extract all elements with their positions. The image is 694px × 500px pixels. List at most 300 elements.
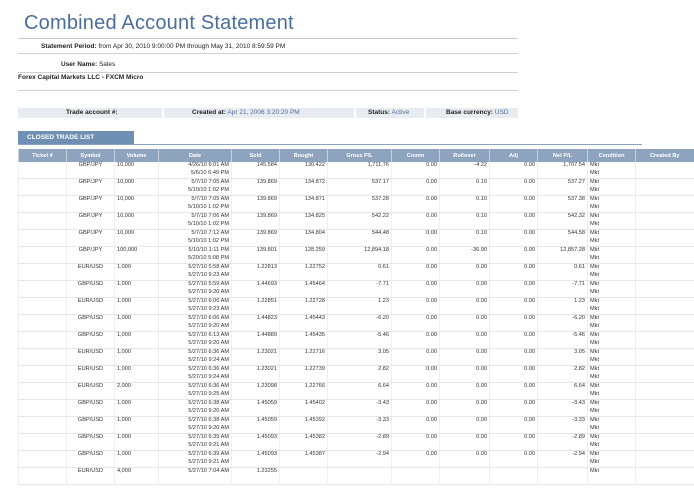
bought-cell: 130.422 — [280, 162, 328, 179]
table-row[interactable] — [19, 434, 694, 451]
close-date: 5/27/10 9:23 AM — [188, 271, 229, 278]
comm-cell: 0.00 — [392, 196, 440, 213]
ticket-cell — [19, 383, 67, 400]
open-date: 5/7/10 7:05 AM — [191, 196, 229, 202]
ticket-cell — [19, 213, 67, 230]
date-cell — [159, 451, 232, 468]
trade-account-cell — [18, 108, 162, 118]
rollover-cell: 0.00 — [440, 383, 490, 400]
condition-cell — [588, 196, 636, 213]
date-cell — [159, 434, 232, 451]
close-date: 5/27/10 9:24 AM — [188, 356, 229, 363]
statement-period — [41, 43, 285, 50]
close-date: 5/10/10 1:02 PM — [187, 203, 229, 210]
bought-cell: 1.22766 — [280, 383, 328, 400]
condition-cell — [588, 213, 636, 230]
sold-cell: 1.23098 — [232, 383, 280, 400]
ticket-cell — [19, 366, 67, 383]
ticket-cell — [19, 162, 67, 179]
table-header-row — [19, 149, 694, 162]
close-condition: Mkt — [590, 339, 600, 346]
sold-cell: 139.801 — [232, 247, 280, 264]
ticket-cell — [19, 196, 67, 213]
rollover-cell: 0.00 — [440, 451, 490, 468]
gross-pl-cell: -2.94 — [328, 451, 392, 468]
net-pl-cell — [538, 468, 588, 485]
date-cell — [159, 468, 232, 485]
table-row[interactable] — [19, 264, 694, 281]
open-condition: Mkt — [590, 315, 600, 321]
company-divider — [18, 90, 518, 91]
comm-cell: 0.00 — [392, 332, 440, 349]
symbol-cell: GBP/JPY — [67, 162, 115, 179]
close-condition: Mkt — [590, 441, 600, 448]
gross-pl-cell: 3.05 — [328, 349, 392, 366]
bought-cell: 1.22728 — [280, 298, 328, 315]
created-by-cell — [636, 196, 694, 213]
gross-pl-cell: 1.23 — [328, 298, 392, 315]
rollover-cell: 0.00 — [440, 332, 490, 349]
symbol-cell: GBP/JPY — [67, 247, 115, 264]
user-name — [61, 61, 115, 68]
symbol-cell: GBP/USD — [67, 315, 115, 332]
table-row[interactable] — [19, 196, 694, 213]
close-date: 5/27/10 9:23 AM — [188, 305, 229, 312]
sold-cell: 139.869 — [232, 179, 280, 196]
table-row[interactable] — [19, 332, 694, 349]
volume-cell: 10,000 — [115, 213, 159, 230]
condition-cell — [588, 247, 636, 264]
column-header-created-by: Created By — [636, 149, 694, 162]
symbol-cell: GBP/JPY — [67, 179, 115, 196]
volume-cell: 1,000 — [115, 451, 159, 468]
column-header-adj: Adj — [490, 149, 538, 162]
adj-cell: 0.00 — [490, 196, 538, 213]
table-row[interactable] — [19, 468, 694, 485]
net-pl-cell: 12,857.28 — [538, 247, 588, 264]
column-header-volume: Volume — [115, 149, 159, 162]
bought-cell: 1.45435 — [280, 332, 328, 349]
volume-cell: 1,000 — [115, 434, 159, 451]
sold-cell: 1.22813 — [232, 264, 280, 281]
comm-cell — [392, 468, 440, 485]
close-condition: Mkt — [590, 356, 600, 363]
bought-cell: 1.22739 — [280, 366, 328, 383]
adj-cell: 0.00 — [490, 417, 538, 434]
gross-pl-cell: -5.46 — [328, 332, 392, 349]
volume-cell: 10,000 — [115, 230, 159, 247]
volume-cell: 100,000 — [115, 247, 159, 264]
symbol-cell: EUR/USD — [67, 264, 115, 281]
volume-cell: 1,000 — [115, 281, 159, 298]
sold-cell: 139.869 — [232, 213, 280, 230]
net-pl-cell: 2.82 — [538, 366, 588, 383]
comm-cell: 0.00 — [392, 349, 440, 366]
comm-cell: 0.00 — [392, 247, 440, 264]
condition-cell — [588, 417, 636, 434]
comm-cell: 0.00 — [392, 383, 440, 400]
ticket-cell — [19, 400, 67, 417]
sold-cell: 1.44889 — [232, 332, 280, 349]
table-row[interactable] — [19, 315, 694, 332]
period-divider — [18, 53, 518, 54]
comm-cell: 0.00 — [392, 366, 440, 383]
bought-cell: 1.45402 — [280, 400, 328, 417]
close-condition: Mkt — [590, 458, 600, 465]
net-pl-cell: -6.20 — [538, 315, 588, 332]
close-condition: Mkt — [590, 169, 600, 176]
close-date: 5/27/10 9:21 AM — [188, 458, 229, 465]
ticket-cell — [19, 349, 67, 366]
ticket-cell — [19, 281, 67, 298]
open-date: 5/27/10 5:59 AM — [188, 281, 229, 287]
open-condition: Mkt — [590, 400, 600, 406]
close-date: 5/27/10 9:20 AM — [188, 288, 229, 295]
column-header-sold: Sold — [232, 149, 280, 162]
symbol-cell: GBP/USD — [67, 451, 115, 468]
trade-account-label: Trade account #: — [66, 109, 118, 116]
symbol-cell: EUR/USD — [67, 349, 115, 366]
gross-pl-cell: 6.64 — [328, 383, 392, 400]
rollover-cell: 0.10 — [440, 179, 490, 196]
close-condition: Mkt — [590, 373, 600, 380]
open-date: 5/27/10 6:38 AM — [188, 417, 229, 423]
comm-cell: 0.00 — [392, 298, 440, 315]
condition-cell — [588, 281, 636, 298]
volume-cell: 4,000 — [115, 468, 159, 485]
condition-cell — [588, 162, 636, 179]
open-condition: Mkt — [590, 468, 600, 474]
open-condition: Mkt — [590, 366, 600, 372]
adj-cell: 0.00 — [490, 281, 538, 298]
net-pl-cell: 0.61 — [538, 264, 588, 281]
open-date: 5/27/10 7:04 AM — [188, 468, 229, 474]
gross-pl-cell: -7.71 — [328, 281, 392, 298]
created-by-cell — [636, 213, 694, 230]
adj-cell: 0.00 — [490, 383, 538, 400]
rollover-cell: 0.00 — [440, 366, 490, 383]
currency-value: USD — [494, 109, 509, 116]
table-row[interactable] — [19, 298, 694, 315]
ticket-cell — [19, 417, 67, 434]
sold-cell: 145.584 — [232, 162, 280, 179]
open-date: 5/27/10 6:38 AM — [188, 400, 229, 406]
created-by-cell — [636, 434, 694, 451]
condition-cell — [588, 451, 636, 468]
condition-cell — [588, 332, 636, 349]
currency-cell — [426, 108, 518, 118]
date-cell — [159, 417, 232, 434]
date-cell — [159, 332, 232, 349]
comm-cell: 0.00 — [392, 434, 440, 451]
gross-pl-cell: 1,711.76 — [328, 162, 392, 179]
close-date: 5/27/10 9:20 AM — [188, 424, 229, 431]
rollover-cell: 0.00 — [440, 315, 490, 332]
table-row[interactable] — [19, 230, 694, 247]
sold-cell: 1.45059 — [232, 417, 280, 434]
volume-cell: 1,000 — [115, 298, 159, 315]
volume-cell: 10,000 — [115, 162, 159, 179]
symbol-cell: EUR/USD — [67, 366, 115, 383]
net-pl-cell: -2.94 — [538, 451, 588, 468]
sold-cell: 1.45093 — [232, 434, 280, 451]
gross-pl-cell: 542.22 — [328, 213, 392, 230]
status-cell — [356, 108, 424, 118]
close-date: 5/20/10 5:08 PM — [187, 254, 229, 261]
open-date: 5/7/10 7:06 AM — [191, 213, 229, 219]
adj-cell: 0.00 — [490, 400, 538, 417]
date-cell — [159, 179, 232, 196]
user-name-value: Sales — [98, 61, 116, 68]
column-header-net-pl: Net P/L — [538, 149, 588, 162]
date-cell — [159, 315, 232, 332]
rollover-cell: 0.00 — [440, 400, 490, 417]
sold-cell: 1.45059 — [232, 400, 280, 417]
comm-cell: 0.00 — [392, 213, 440, 230]
condition-cell — [588, 179, 636, 196]
volume-cell: 10,000 — [115, 179, 159, 196]
symbol-cell: GBP/USD — [67, 281, 115, 298]
ticket-cell — [19, 332, 67, 349]
gross-pl-cell: -3.33 — [328, 417, 392, 434]
volume-cell: 1,000 — [115, 264, 159, 281]
created-by-cell — [636, 383, 694, 400]
column-header-ticket: Ticket # — [19, 149, 67, 162]
rollover-cell: 0.00 — [440, 264, 490, 281]
sold-cell: 1.45093 — [232, 451, 280, 468]
table-row[interactable] — [19, 417, 694, 434]
symbol-cell: GBP/USD — [67, 434, 115, 451]
bought-cell: 1.22752 — [280, 264, 328, 281]
created-by-cell — [636, 162, 694, 179]
account-info-bar — [18, 108, 518, 118]
volume-cell: 1,000 — [115, 349, 159, 366]
net-pl-cell: -3.33 — [538, 417, 588, 434]
comm-cell: 0.00 — [392, 281, 440, 298]
statement-period-value: from Apr 30, 2010 9:00:00 PM through May 31, 2010 8:59:59 PM — [98, 43, 286, 50]
bought-cell: 134.871 — [280, 196, 328, 213]
volume-cell: 10,000 — [115, 196, 159, 213]
volume-cell: 1,000 — [115, 417, 159, 434]
created-by-cell — [636, 315, 694, 332]
gross-pl-cell: 12,894.18 — [328, 247, 392, 264]
table-row[interactable] — [19, 179, 694, 196]
table-row[interactable] — [19, 383, 694, 400]
close-date: 5/27/10 9:25 AM — [188, 390, 229, 397]
column-header-condition: Condition — [588, 149, 636, 162]
table-row[interactable] — [19, 281, 694, 298]
open-condition: Mkt — [590, 349, 600, 355]
open-condition: Mkt — [590, 434, 600, 440]
open-date: 4/26/10 6:01 AM — [188, 162, 229, 168]
date-cell — [159, 298, 232, 315]
adj-cell: 0.00 — [490, 332, 538, 349]
gross-pl-cell — [328, 468, 392, 485]
close-condition: Mkt — [590, 254, 600, 261]
created-by-cell — [636, 451, 694, 468]
close-date: 5/10/10 1:02 PM — [187, 220, 229, 227]
adj-cell: 0.00 — [490, 349, 538, 366]
condition-cell — [588, 230, 636, 247]
bought-cell: 1.45382 — [280, 434, 328, 451]
column-header-gross-pl: Gross P/L — [328, 149, 392, 162]
company-name: Forex Capital Markets LLC - FXCM Micro — [18, 74, 144, 81]
net-pl-cell: 542.32 — [538, 213, 588, 230]
condition-cell — [588, 264, 636, 281]
volume-cell: 2,000 — [115, 383, 159, 400]
adj-cell — [490, 468, 538, 485]
table-row[interactable] — [19, 400, 694, 417]
bought-cell: 1.45392 — [280, 417, 328, 434]
sold-cell: 1.22851 — [232, 298, 280, 315]
symbol-cell: GBP/JPY — [67, 196, 115, 213]
rollover-cell: 0.00 — [440, 349, 490, 366]
net-pl-cell: 3.05 — [538, 349, 588, 366]
ticket-cell — [19, 247, 67, 264]
symbol-cell: EUR/USD — [67, 383, 115, 400]
open-date: 5/27/10 6:06 AM — [188, 298, 229, 304]
table-row[interactable] — [19, 162, 694, 179]
created-value: Apr 21, 2006 3:20:20 PM — [227, 109, 300, 116]
ticket-cell — [19, 451, 67, 468]
adj-cell: 0.00 — [490, 230, 538, 247]
open-condition: Mkt — [590, 298, 600, 304]
sold-cell: 139.869 — [232, 230, 280, 247]
close-condition: Mkt — [590, 305, 600, 312]
tab-closed-trade-list[interactable]: CLOSED TRADE LIST — [18, 131, 134, 144]
created-by-cell — [636, 230, 694, 247]
created-by-cell — [636, 417, 694, 434]
adj-cell: 0.00 — [490, 213, 538, 230]
created-by-cell — [636, 247, 694, 264]
close-date: 5/27/10 9:20 AM — [188, 339, 229, 346]
closed-trade-table — [18, 149, 694, 485]
net-pl-cell: 1,707.54 — [538, 162, 588, 179]
ticket-cell — [19, 315, 67, 332]
close-condition: Mkt — [590, 288, 600, 295]
open-date: 5/27/10 6:39 AM — [188, 451, 229, 457]
sold-cell: 1.23255 — [232, 468, 280, 485]
condition-cell — [588, 298, 636, 315]
rollover-cell: 0.10 — [440, 213, 490, 230]
condition-cell — [588, 315, 636, 332]
condition-cell — [588, 366, 636, 383]
column-header-date: Date — [159, 149, 232, 162]
adj-cell: 0.00 — [490, 179, 538, 196]
created-by-cell — [636, 366, 694, 383]
open-date: 5/27/10 6:36 AM — [188, 366, 229, 372]
close-date: 5/10/10 1:02 PM — [187, 237, 229, 244]
date-cell — [159, 247, 232, 264]
bought-cell: 134.804 — [280, 230, 328, 247]
date-cell — [159, 196, 232, 213]
ticket-cell — [19, 298, 67, 315]
bought-cell: 1.45443 — [280, 315, 328, 332]
open-condition: Mkt — [590, 162, 600, 168]
table-row[interactable] — [19, 247, 694, 264]
created-by-cell — [636, 298, 694, 315]
close-date: 5/27/10 9:20 AM — [188, 322, 229, 329]
rollover-cell: 0.10 — [440, 230, 490, 247]
column-header-comm: Comm — [392, 149, 440, 162]
comm-cell: 0.00 — [392, 315, 440, 332]
adj-cell: 0.00 — [490, 451, 538, 468]
comm-cell: 0.00 — [392, 162, 440, 179]
date-cell — [159, 349, 232, 366]
open-date: 5/7/10 7:05 AM — [191, 179, 229, 185]
gross-pl-cell: 544.48 — [328, 230, 392, 247]
condition-cell — [588, 434, 636, 451]
volume-cell: 1,000 — [115, 315, 159, 332]
open-condition: Mkt — [590, 196, 600, 202]
close-condition: Mkt — [590, 220, 600, 227]
table-row[interactable] — [19, 366, 694, 383]
date-cell — [159, 366, 232, 383]
open-condition: Mkt — [590, 383, 600, 389]
date-cell — [159, 281, 232, 298]
close-condition: Mkt — [590, 390, 600, 397]
open-condition: Mkt — [590, 264, 600, 270]
condition-cell — [588, 400, 636, 417]
close-condition: Mkt — [590, 203, 600, 210]
open-date: 5/27/10 6:06 AM — [188, 315, 229, 321]
close-date: 5/6/10 6:49 PM — [191, 169, 229, 176]
open-condition: Mkt — [590, 451, 600, 457]
open-condition: Mkt — [590, 230, 600, 236]
open-date: 5/10/10 1:11 PM — [188, 247, 229, 253]
net-pl-cell: 544.58 — [538, 230, 588, 247]
close-condition: Mkt — [590, 237, 600, 244]
sold-cell: 1.23021 — [232, 366, 280, 383]
net-pl-cell: 1.23 — [538, 298, 588, 315]
comm-cell: 0.00 — [392, 264, 440, 281]
status-value: Active — [391, 109, 410, 116]
gross-pl-cell: 2.82 — [328, 366, 392, 383]
open-condition: Mkt — [590, 417, 600, 423]
table-row[interactable] — [19, 213, 694, 230]
column-header-bought: Bought — [280, 149, 328, 162]
bought-cell: 134.872 — [280, 179, 328, 196]
user-name-label: User Name: — [61, 61, 98, 68]
symbol-cell: GBP/USD — [67, 332, 115, 349]
rollover-cell: 0.00 — [440, 281, 490, 298]
open-condition: Mkt — [590, 179, 600, 185]
net-pl-cell: -2.89 — [538, 434, 588, 451]
bought-cell: 1.22716 — [280, 349, 328, 366]
open-condition: Mkt — [590, 332, 600, 338]
adj-cell: 0.00 — [490, 315, 538, 332]
rollover-cell: 0.00 — [440, 417, 490, 434]
ticket-cell — [19, 468, 67, 485]
bought-cell — [280, 468, 328, 485]
adj-cell: 0.00 — [490, 162, 538, 179]
net-pl-cell: 537.27 — [538, 179, 588, 196]
net-pl-cell: -5.46 — [538, 332, 588, 349]
symbol-cell: GBP/JPY — [67, 230, 115, 247]
sold-cell: 1.44693 — [232, 281, 280, 298]
date-cell — [159, 162, 232, 179]
user-divider — [18, 72, 518, 73]
table-row[interactable] — [19, 451, 694, 468]
bought-cell: 128.259 — [280, 247, 328, 264]
comm-cell: 0.00 — [392, 179, 440, 196]
symbol-cell: EUR/USD — [67, 468, 115, 485]
comm-cell: 0.00 — [392, 451, 440, 468]
ticket-cell — [19, 264, 67, 281]
condition-cell — [588, 383, 636, 400]
open-condition: Mkt — [590, 247, 600, 253]
table-row[interactable] — [19, 349, 694, 366]
